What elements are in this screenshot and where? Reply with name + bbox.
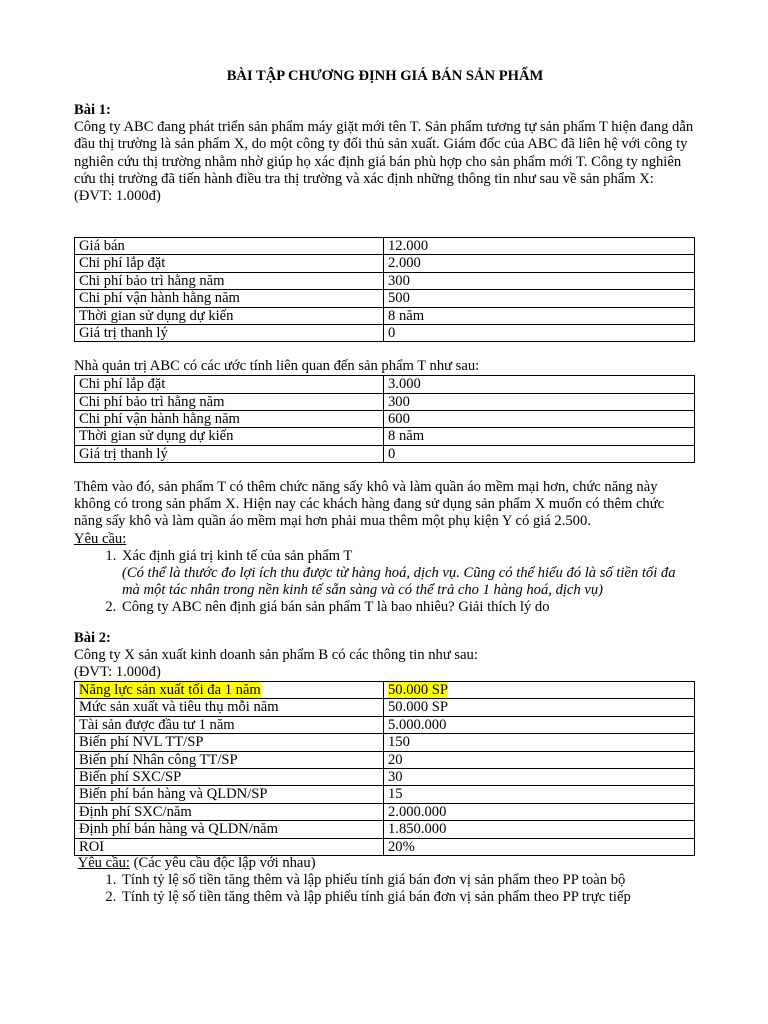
table-cell-label bbox=[75, 803, 384, 820]
cell-value-text: 0 bbox=[388, 445, 396, 462]
table-row bbox=[75, 307, 695, 324]
table-cell-value bbox=[384, 393, 695, 410]
cell-value-text: 8 năm bbox=[388, 428, 425, 445]
cell-value-text: 300 bbox=[388, 272, 410, 289]
cell-label-text: Biến phí SXC/SP bbox=[79, 768, 182, 785]
table-cell-label bbox=[75, 786, 384, 803]
table-x-wrapper bbox=[74, 237, 696, 342]
table-cell-label bbox=[75, 682, 384, 699]
cell-value-text: 12.000 bbox=[388, 238, 429, 254]
cell-value-text: 50.000 SP bbox=[388, 699, 449, 716]
cell-label-text: Mức sản xuất và tiêu thụ mỗi năm bbox=[79, 699, 279, 716]
table-cell-value bbox=[384, 290, 695, 307]
table-row bbox=[75, 428, 695, 445]
bai2-requirement-1: 1. Tính tỷ lệ số tiền tăng thêm và lập phiếu tính giá bán đơn vị sản phẩm theo PP toàn bộ bbox=[120, 872, 696, 889]
cell-label-text: Tài sản được đầu tư 1 năm bbox=[79, 716, 235, 733]
bai1-requirement-1 bbox=[120, 548, 696, 600]
table-cell-label bbox=[75, 838, 384, 855]
cell-label-text: Giá bán bbox=[79, 238, 125, 254]
table-cell-label bbox=[75, 272, 384, 289]
cell-label-text: Năng lực sản xuất tối đa 1 năm bbox=[79, 682, 261, 698]
cell-value-text: 30 bbox=[388, 768, 403, 785]
table-cell-value bbox=[384, 445, 695, 462]
cell-value-text: 600 bbox=[388, 410, 410, 427]
table-cell-value bbox=[384, 238, 695, 255]
table-row bbox=[75, 376, 695, 393]
table-cell-value bbox=[384, 821, 695, 838]
table-row bbox=[75, 751, 695, 768]
cell-value-text: 150 bbox=[388, 734, 410, 751]
table-row bbox=[75, 393, 695, 410]
table-cell-label bbox=[75, 307, 384, 324]
table-row bbox=[75, 768, 695, 785]
table-cell-label bbox=[75, 445, 384, 462]
table-row bbox=[75, 734, 695, 751]
cell-label-text: Chi phí lắp đặt bbox=[79, 255, 166, 272]
table-row bbox=[75, 238, 695, 255]
table-row bbox=[75, 699, 695, 716]
bai2-requirements-list bbox=[74, 872, 696, 906]
table-cell-value bbox=[384, 734, 695, 751]
table-row bbox=[75, 445, 695, 462]
cell-value-text: 50.000 SP bbox=[388, 682, 449, 698]
cell-value-text: 500 bbox=[388, 290, 410, 307]
table-cell-label bbox=[75, 290, 384, 307]
table-cell-value bbox=[384, 682, 695, 699]
table-t-wrapper bbox=[74, 358, 696, 463]
table-row bbox=[75, 272, 695, 289]
table-cell-label bbox=[75, 238, 384, 255]
bai1-requirements-list bbox=[74, 548, 696, 617]
table-row bbox=[75, 324, 695, 341]
table-row bbox=[75, 682, 695, 699]
table-cell-value bbox=[384, 838, 695, 855]
bai2-requirement-label: Yêu cầu: bbox=[77, 855, 130, 871]
cell-label-text: Định phí bán hàng và QLDN/năm bbox=[79, 821, 279, 838]
bai2-section bbox=[74, 630, 696, 682]
table-cell-value bbox=[384, 428, 695, 445]
bai2-heading: Bài 2: bbox=[74, 630, 111, 646]
bai1-section bbox=[74, 102, 696, 205]
document-title: BÀI TẬP CHƯƠNG ĐỊNH GIÁ BÁN SẢN PHẨM bbox=[226, 68, 544, 84]
table-cell-value bbox=[384, 272, 695, 289]
table-cell-value bbox=[384, 324, 695, 341]
bai2-table-wrapper bbox=[74, 681, 696, 856]
table-cell-label bbox=[75, 699, 384, 716]
bai2-requirement-2: 2. Tính tỷ lệ số tiền tăng thêm và lập phiếu tính giá bán đơn vị sản phẩm theo PP trực tiếp bbox=[120, 889, 696, 906]
cell-value-text: 15 bbox=[388, 786, 403, 803]
cell-value-text: 3.000 bbox=[388, 376, 421, 393]
bai2-requirement-note: (Các yêu cầu độc lập với nhau) bbox=[133, 855, 316, 871]
bai2-unit: (ĐVT: 1.000đ) bbox=[74, 664, 161, 681]
bai2-requirements bbox=[74, 855, 696, 907]
cell-label-text: Định phí SXC/năm bbox=[79, 803, 192, 820]
cell-label-text: Thời gian sử dụng dự kiến bbox=[79, 307, 234, 324]
bai1-requirement-1-text: Xác định giá trị kinh tế của sản phẩm T bbox=[122, 547, 353, 564]
table-cell-value bbox=[384, 716, 695, 733]
table-cell-value bbox=[384, 751, 695, 768]
cell-value-text: 1.850.000 bbox=[388, 821, 447, 838]
table-row bbox=[75, 716, 695, 733]
bai1-heading: Bài 1: bbox=[74, 102, 111, 118]
table-cell-value bbox=[384, 699, 695, 716]
table-cell-label bbox=[75, 768, 384, 785]
bai1-extra-text: Thêm vào đó, sản phẩm T có thêm chức năng sấy khô và làm quần áo mềm mại hơn, chức năng này không có trong sản phẩm X. Hiện nay các khách hàng đang sử dụng sản phẩm X muốn có thêm chức năng sấy khô và làm quần áo mềm mại hơn phải mua thêm một phụ kiện Y có giá 2.500. bbox=[74, 479, 665, 530]
table-cell-label bbox=[75, 410, 384, 427]
table-cell-label bbox=[75, 716, 384, 733]
product-t-table bbox=[74, 375, 695, 463]
table-cell-label bbox=[75, 376, 384, 393]
cell-value-text: 0 bbox=[388, 324, 396, 341]
table-row bbox=[75, 821, 695, 838]
table-cell-value bbox=[384, 410, 695, 427]
table-t-intro: Nhà quản trị ABC có các ước tính liên quan đến sản phẩm T như sau: bbox=[74, 358, 480, 374]
product-x-table bbox=[74, 237, 695, 342]
cell-label-text: Biến phí bán hàng và QLDN/SP bbox=[79, 786, 268, 803]
cell-value-text: 20% bbox=[388, 838, 415, 855]
table-row bbox=[75, 290, 695, 307]
cell-label-text: Chi phí bảo trì hằng năm bbox=[79, 393, 225, 410]
bai1-extra-section bbox=[74, 479, 696, 617]
cell-value-text: 5.000.000 bbox=[388, 716, 447, 733]
table-cell-label bbox=[75, 821, 384, 838]
table-cell-value bbox=[384, 376, 695, 393]
table-row bbox=[75, 803, 695, 820]
cell-value-text: 2.000 bbox=[388, 255, 421, 272]
cell-label-text: Giá trị thanh lý bbox=[79, 445, 168, 462]
table-cell-value bbox=[384, 255, 695, 272]
cell-label-text: ROI bbox=[79, 838, 105, 855]
cell-label-text: Chi phí bảo trì hằng năm bbox=[79, 272, 225, 289]
cell-value-text: 20 bbox=[388, 751, 403, 768]
table-cell-label bbox=[75, 255, 384, 272]
cell-label-text: Giá trị thanh lý bbox=[79, 324, 168, 341]
table-cell-value bbox=[384, 786, 695, 803]
cell-label-text: Biến phí Nhân công TT/SP bbox=[79, 751, 238, 768]
table-row bbox=[75, 255, 695, 272]
table-cell-label bbox=[75, 734, 384, 751]
cell-label-text: Chi phí lắp đặt bbox=[79, 376, 166, 393]
cell-value-text: 2.000.000 bbox=[388, 803, 447, 820]
table-row bbox=[75, 410, 695, 427]
cell-label-text: Thời gian sử dụng dự kiến bbox=[79, 428, 234, 445]
bai1-requirement-2: 2. Công ty ABC nên định giá bán sản phẩm T là bao nhiêu? Giải thích lý do bbox=[120, 599, 696, 616]
table-cell-label bbox=[75, 428, 384, 445]
table-cell-label bbox=[75, 324, 384, 341]
bai1-intro: Công ty ABC đang phát triển sản phẩm máy giặt mới tên T. Sản phẩm tương tự sản phẩm T hiện đang dẫn đầu thị trường là sản phẩm X, do một công ty đối thủ sản xuất. Giám đốc của ABC đã liên hệ với công ty nghiên cứu thị trường nhằm nhờ giúp họ xác định giá bán phù hợp cho sản phẩm mới T. Công ty nghiên cứu thị trường đã tiến hành điều tra thị trường và xác định những thông tin như sau về sản phẩm X: bbox=[74, 119, 694, 187]
table-cell-value bbox=[384, 768, 695, 785]
bai2-requirement-line bbox=[74, 855, 696, 872]
cell-value-text: 8 năm bbox=[388, 307, 425, 324]
cell-label-text: Chi phí vận hành hằng năm bbox=[79, 290, 240, 307]
bai2-intro: Công ty X sản xuất kinh doanh sản phẩm B có các thông tin như sau: bbox=[74, 647, 478, 664]
bai1-requirement-1-note: (Có thể là thước đo lợi ích thu được từ hàng hoá, dịch vụ. Cũng có thể hiểu đó là số tiền tối đa mà một tác nhân trong nền kinh tế sẵn sàng và có thể trả cho 1 hàng hoá, dịch vụ) bbox=[122, 565, 676, 599]
cell-value-text: 300 bbox=[388, 393, 410, 410]
cell-label-text: Biến phí NVL TT/SP bbox=[79, 734, 204, 751]
bai1-unit: (ĐVT: 1.000đ) bbox=[74, 188, 161, 205]
table-cell-label bbox=[75, 393, 384, 410]
bai1-requirement-label: Yêu cầu: bbox=[74, 530, 127, 547]
table-cell-value bbox=[384, 803, 695, 820]
table-cell-value bbox=[384, 307, 695, 324]
product-b-table bbox=[74, 681, 695, 856]
table-row bbox=[75, 838, 695, 855]
cell-label-text: Chi phí vận hành hằng năm bbox=[79, 410, 240, 427]
table-row bbox=[75, 786, 695, 803]
table-cell-label bbox=[75, 751, 384, 768]
